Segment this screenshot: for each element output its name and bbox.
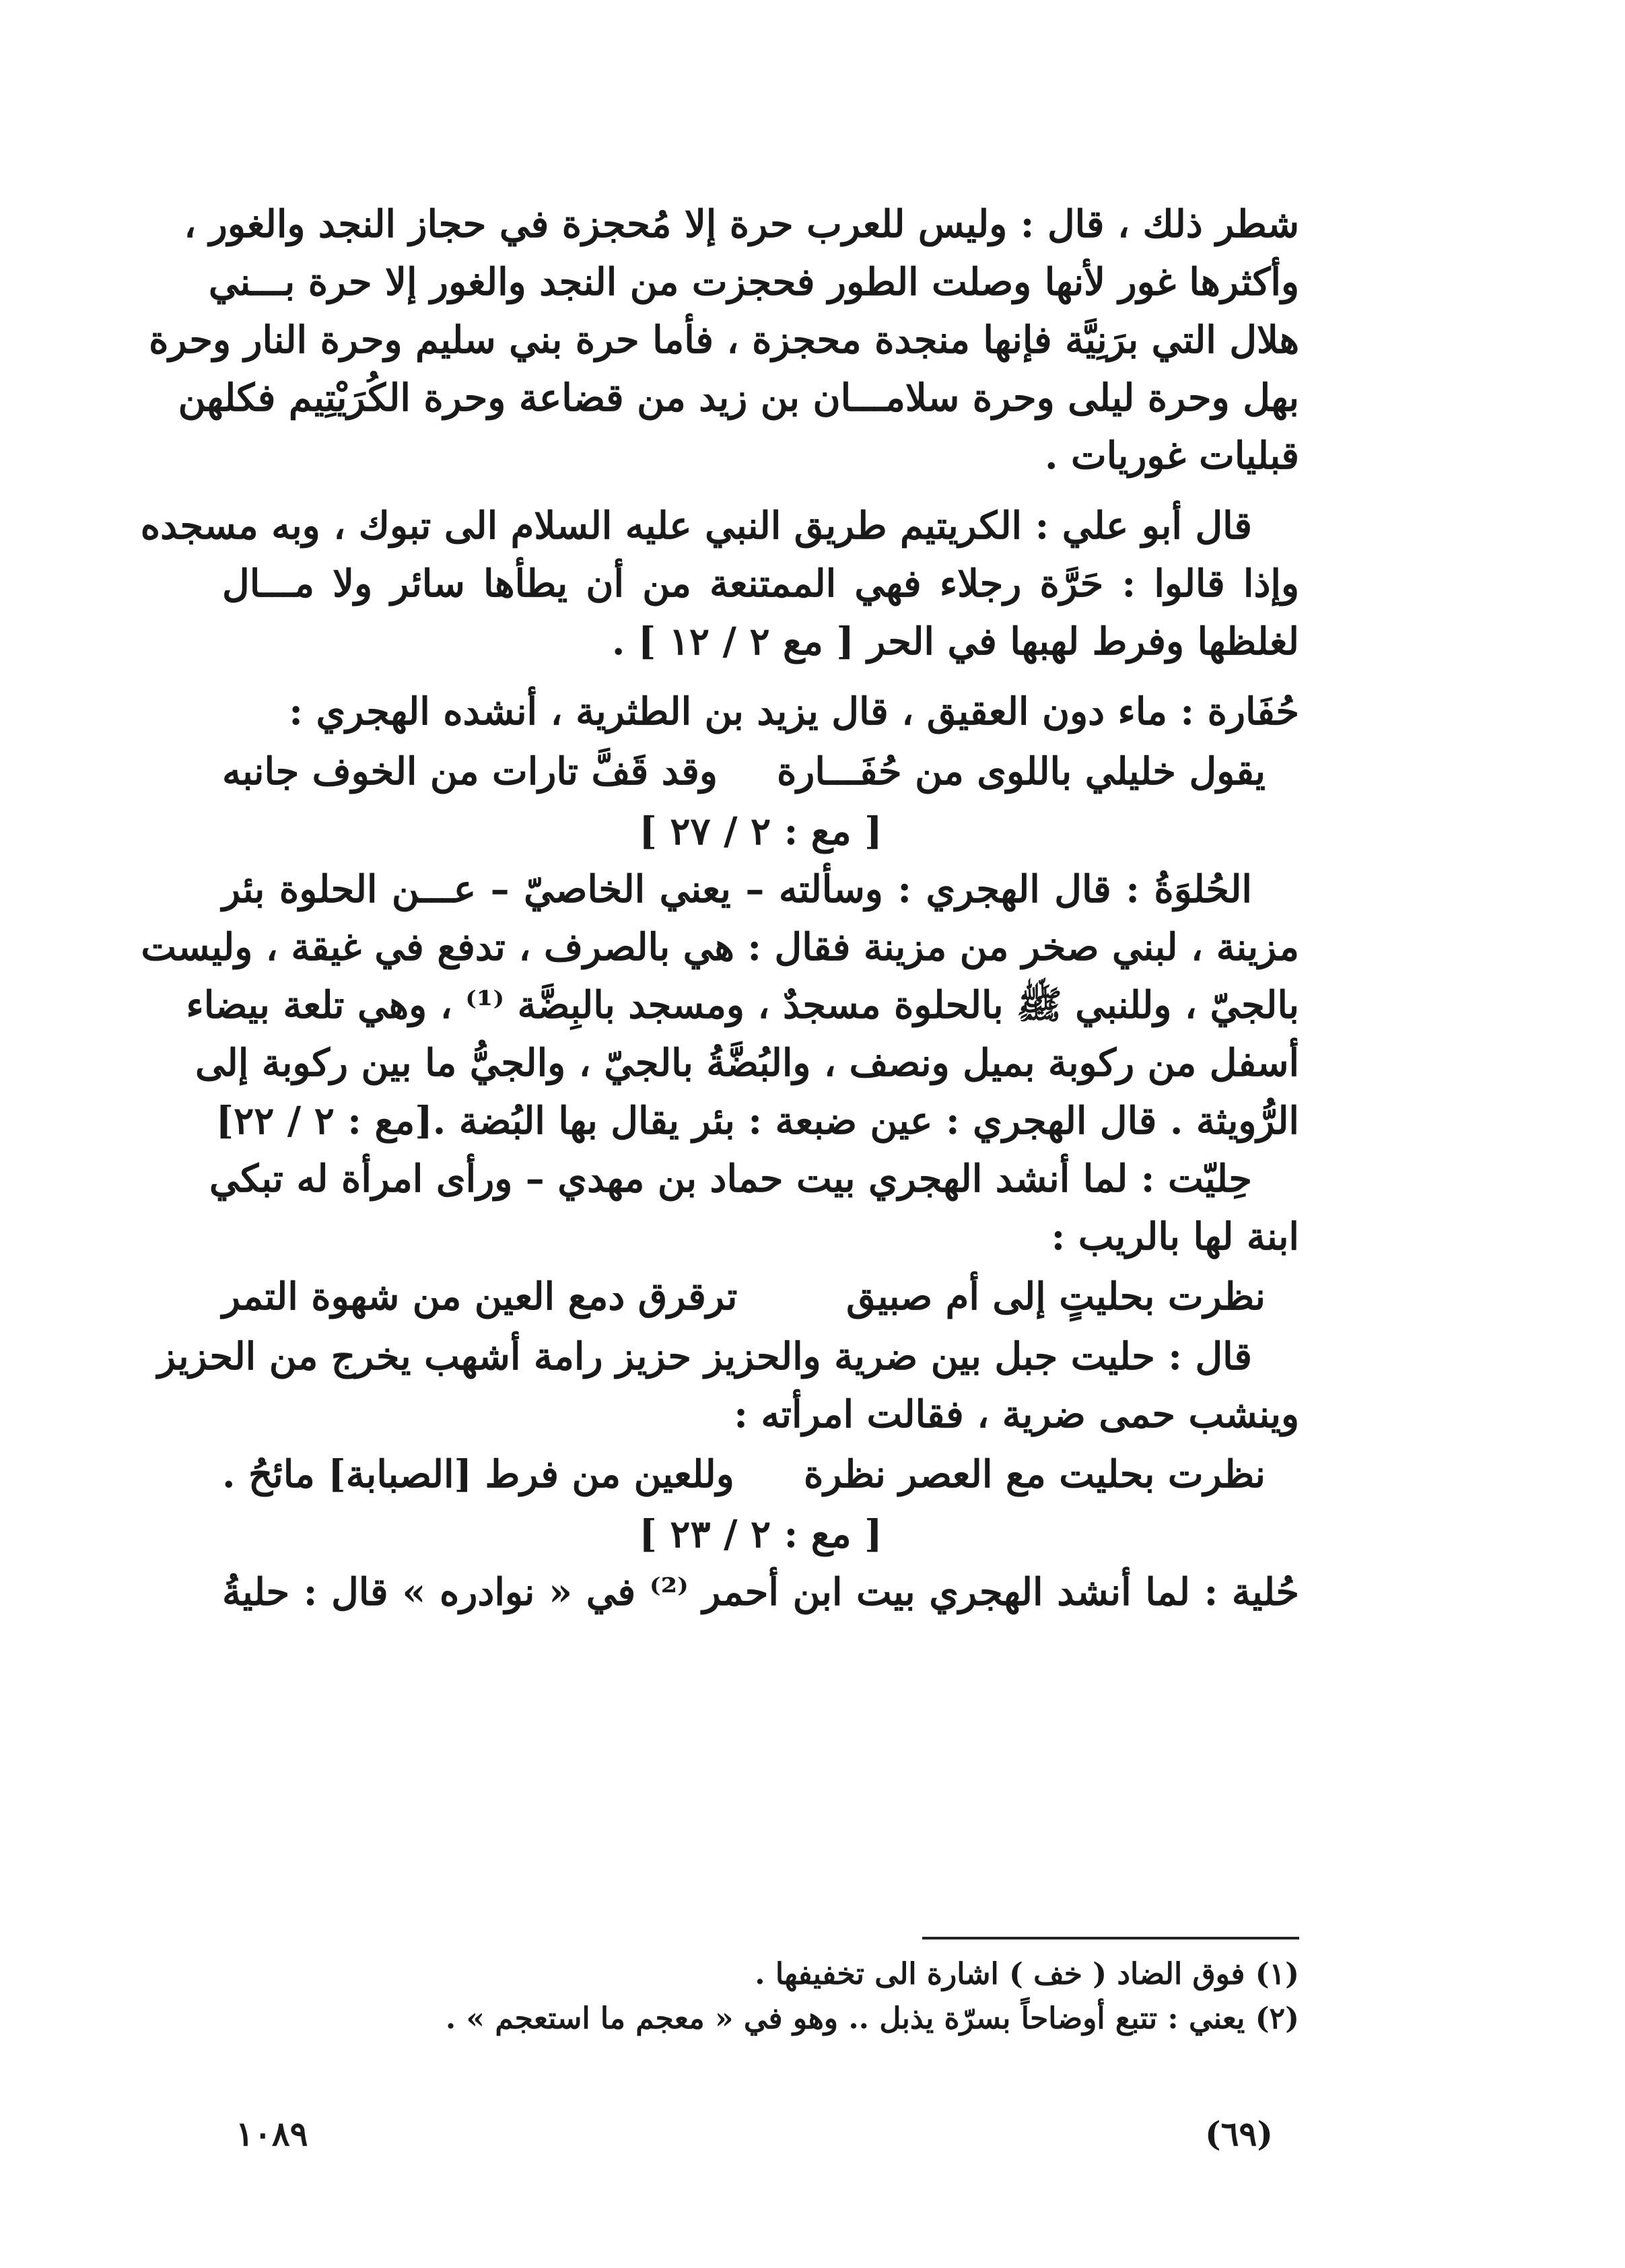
- text-line: شطر ذلك ، قال : وليس للعرب حرة إلا مُحجزة في حجاز النجد والغور ،: [184, 202, 1299, 246]
- text-line: بالجيّ ، وللنبي ﷺ بالحلوة مسجدٌ ، ومسجد بالبِضَّة ⁽¹⁾ ، وهي تلعة بيضاء: [186, 983, 1299, 1027]
- main-text: [140, 195, 1300, 1621]
- text-line: قال أبو علي : الكريتيم طريق النبي عليه السلام الى تبوك ، وبه مسجده: [140, 504, 1252, 548]
- footnote-1: (١) فوق الضاد ( خف ) اشارة الى تخفيفها .: [755, 1957, 1299, 1991]
- text-line: بهل وحرة ليلى وحرة سلامـــان بن زيد من قضاعة وحرة الكُرَيْتِيم فكلهن: [178, 376, 1299, 420]
- text-line: حُلية : لما أنشد الهجري بيت ابن أحمر ⁽²⁾ في « نوادره » قال : حليةُ: [222, 1570, 1300, 1614]
- text-line: قال : حليت جبل بين ضرية والحزيز حزيز رامة أشهب يخرج من الحزيز: [158, 1334, 1252, 1379]
- verse-hemistich-2: ترقرق دمع العين من شهوة التمر: [222, 1274, 738, 1319]
- entry-hulya: [222, 1563, 1299, 1621]
- text-line: حِليّت : لما أنشد الهجري بيت حماد بن مهدي – ورأى امرأة له تبكي: [209, 1157, 1252, 1201]
- source-reference: [ مع : ٢ / ٢٣ ]: [639, 1512, 883, 1556]
- text-line: وإذا قالوا : حَرَّة رجلاء فهي الممتنعة من أن يطأها سائر ولا مـــال: [222, 561, 1299, 606]
- paragraph-1: [149, 195, 1299, 485]
- text-line: وأكثرها غور لأنها وصلت الطور فحجزت من النجد والغور إلا حرة بـــني: [208, 260, 1299, 304]
- entry-hufara: [222, 683, 1299, 860]
- text-line: هلال التي برَنِيَّة فإنها منجدة محجزة ، فأما حرة بني سليم وحرة النار وحرة: [149, 318, 1299, 362]
- text-line: الحُلوَةُ : قال الهجري : وسألته – يعني الخاصيّ – عـــن الحلوة بئر: [222, 867, 1252, 912]
- paragraph-2: [140, 497, 1299, 671]
- verse: [222, 1443, 1299, 1505]
- text-line: وينشب حمى ضرية ، فقالت امرأته :: [734, 1392, 1299, 1437]
- footnotes: [222, 1952, 1299, 2041]
- entry-hulwa: [141, 860, 1299, 1150]
- verse-hemistich-1: يقول خليلي باللوى من حُفَـــارة: [776, 749, 1266, 794]
- verse: [222, 741, 1299, 802]
- verse-hemistich-2: وقد قَفَّ تارات من الخوف جانبه: [222, 749, 718, 794]
- footnote-divider: [922, 1937, 1299, 1939]
- verse-hemistich-1: نظرت بحليت مع العصر نظرة: [804, 1452, 1266, 1497]
- text-line: مزينة ، لبني صخر من مزينة فقال : هي بالصرف ، تدفع في غيقة ، وليست: [141, 925, 1299, 969]
- text-line: الرُّويثة . قال الهجري : عين ضبعة : بئر يقال بها البُضة .[مع : ٢ / ٢٢]: [215, 1099, 1299, 1143]
- page-number-volume: ١٠٨٩: [236, 2114, 308, 2154]
- text-line: ابنة لها بالريب :: [1051, 1214, 1299, 1259]
- text-line: أسفل من ركوبة بميل ونصف ، والبُضَّةُ بالجيّ ، والجيُّ ما بين ركوبة إلى: [195, 1041, 1299, 1085]
- verse: [222, 1266, 1299, 1328]
- footnote-2: (٢) يعني : تتبع أوضاحاً بسرّة يذبل .. وهو في « معجم ما استعجم » .: [445, 2001, 1299, 2036]
- entry-heading-line: حُفَارة : ماء دون العقيق ، قال يزيد بن الطثرية ، أنشده الهجري :: [289, 689, 1299, 734]
- entry-hilyat: [158, 1150, 1299, 1563]
- verse-hemistich-1: نظرت بحليتٍ إلى أم صبيق: [846, 1274, 1266, 1319]
- source-reference: [ مع : ٢ / ٢٧ ]: [639, 809, 883, 854]
- text-line: قبليات غوريات .: [1045, 434, 1299, 478]
- page-number-part: (٦٩): [1205, 2114, 1274, 2154]
- text-line: لغلظها وفرط لهبها في الحر [ مع ٢ / ١٢ ] .: [611, 619, 1299, 664]
- verse-hemistich-2: وللعين من فرط [الصبابة] مائحُ .: [222, 1452, 734, 1497]
